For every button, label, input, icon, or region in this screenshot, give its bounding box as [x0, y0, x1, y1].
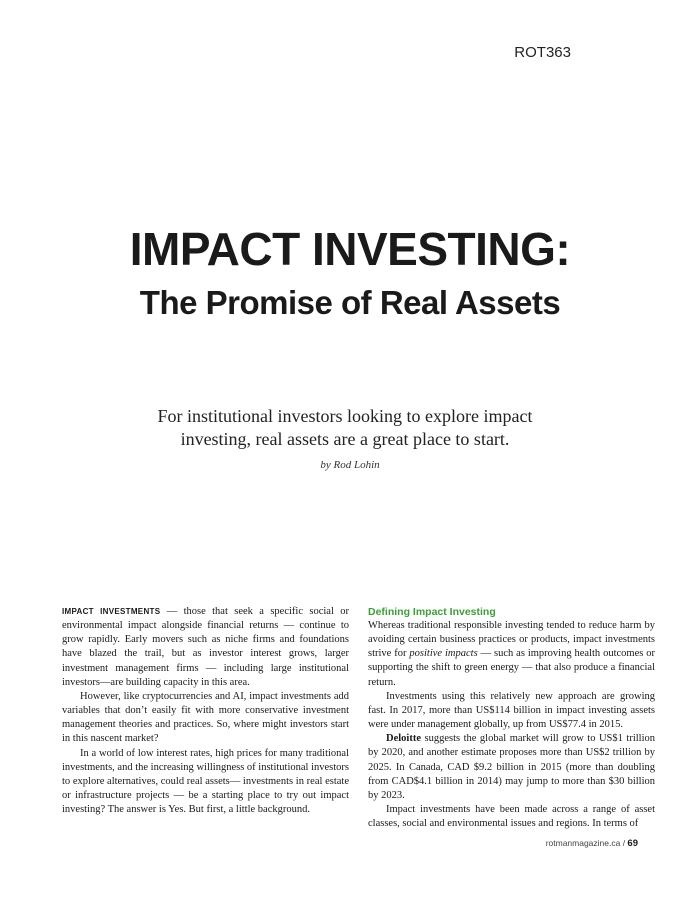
byline: by Rod Lohin [320, 459, 380, 471]
paragraph: Whereas traditional responsible investing tended to reduce harm by avoiding certain business practices or products, impact investments strive for positive impacts — such as improving health outcomes or supporting the shift to green energy — that also produce a financial return. [368, 620, 655, 688]
body-column-left [62, 605, 349, 817]
article-code: ROT363 [514, 44, 571, 61]
deloitte-link: Deloitte [386, 733, 421, 745]
article-title: IMPACT INVESTING: [129, 223, 571, 275]
paragraph: However, like cryptocurrencies and AI, impact investments add variables that don’t easily fit with more conservative investment management theories and practices. So, where might investors start in this nascent market? [62, 690, 349, 745]
page-footer [546, 838, 638, 849]
page-number: 69 [627, 838, 638, 849]
article-deck: For institutional investors looking to explore impact investing, real assets are a great place to start. [157, 406, 533, 449]
paragraph: IMPACT INVESTMENTS — those that seek a specific social or environmental impact alongside financial returns — continue to grow rapidly. Early movers such as niche firms and foundations have blazed the trail, but as investor interest grows, larger investment management firms — including large institutional investors—are building capacity in this area. [62, 606, 349, 688]
paragraph: Impact investments have been made across a range of asset classes, social and environmental issues and regions. In terms of [368, 804, 655, 830]
site-url: rotmanmagazine.ca / [545, 838, 628, 848]
section-heading: Defining Impact Investing [368, 606, 496, 618]
body-column-right [368, 605, 655, 831]
article-subtitle: The Promise of Real Assets [139, 284, 561, 321]
paragraph: In a world of low interest rates, high prices for many traditional investments, and the increasing willingness of institutional investors to explore alternatives, could real assets— investments in real estate or infrastructure projects — be a starting place to try out impact investing? The answer is Yes. But first, a little background. [62, 747, 349, 816]
paragraph: Deloitte suggests the global market will grow to US$1 trillion by 2020, and another estimate proposes more than US$2 trillion by 2025. In Canada, CAD $9.2 billion in 2015 (more than doubling from CAD$4.1 billion in 2014) may jump to more than $30 billion by 2023. [368, 733, 655, 801]
paragraph: Investments using this relatively new approach are growing fast. In 2017, more than US$114 billion in impact investing assets were under management globally, up from US$77.4 in 2015. [368, 690, 655, 731]
lead-in: IMPACT INVESTMENTS [62, 607, 161, 616]
